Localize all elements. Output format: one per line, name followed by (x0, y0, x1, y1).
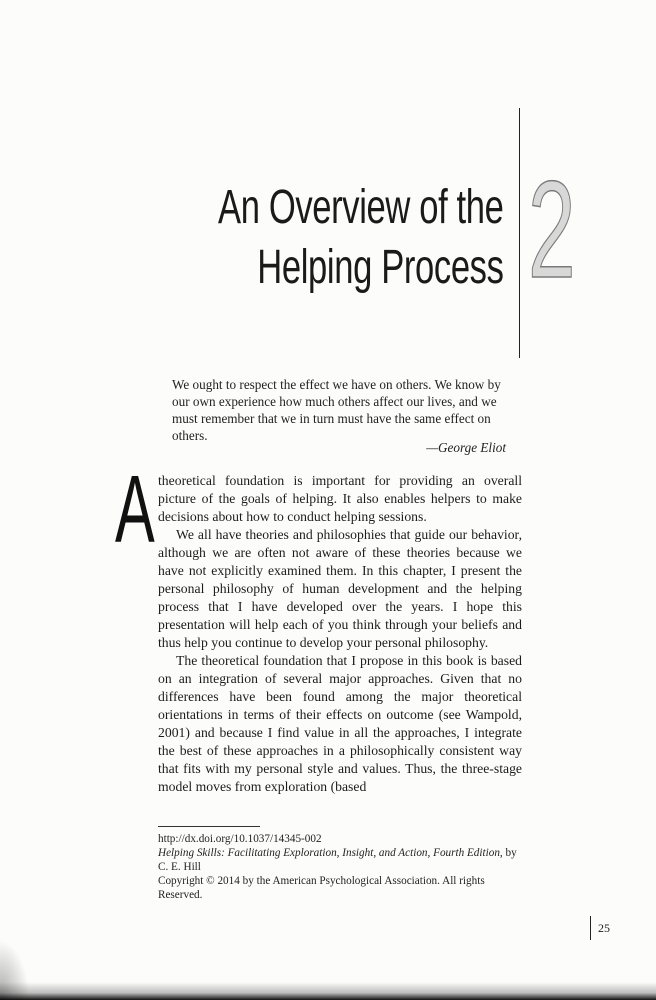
chapter-number: 2 (528, 153, 576, 307)
epigraph-quote: We ought to respect the effect we have on others. We know by our own experience how much others affect our lives, and we must remember that we in turn must have the same effect on others. (172, 377, 501, 443)
footnote (158, 832, 522, 902)
scan-corner-shadow (0, 940, 30, 1000)
footnote-doi-link[interactable]: http://dx.doi.org/10.1037/14345-002 (158, 833, 322, 845)
chapter-title-line-2: Helping Process (257, 241, 504, 294)
chapter-title (219, 178, 504, 298)
scan-bottom-edge-shadow (0, 982, 656, 1000)
paragraph-3: The theoretical foundation that I propose in this book is based on an integration of several major approaches. Given that no differences have been found among the major theoretical orientations in terms of their effects on outcome (see Wampold, 2001) and because I find value in all the approaches, I integrate the best of these approaches in a philosophically consistent way that fits with my personal style and values. Thus, the three-stage model moves from exploration (based (158, 653, 522, 794)
footnote-rule (158, 826, 260, 827)
chapter-divider-rule (519, 108, 520, 358)
paragraph-1: theoretical foundation is important for providing an overall picture of the goals of helping. It also enables helpers to make decisions about how to conduct helping sessions. (158, 473, 522, 524)
footnote-citation (158, 846, 522, 874)
drop-cap: A (115, 456, 155, 563)
epigraph-author: —George Eliot (426, 440, 506, 455)
paragraph-2: We all have theories and philosophies that guide our behavior, although we are often not aware of these theories because we have not explicitly examined them. In this chapter, I present the personal philosophy of human development and the helping process that I have developed over the years. I hope this presentation will help each of you think through your beliefs and thus help you continue to develop your personal philosophy. (158, 527, 522, 650)
footnote-author: by C. E. Hill (158, 847, 517, 873)
footnote-book-title: Helping Skills: Facilitating Exploration, Insight, and Action, Fourth Edition, (158, 847, 503, 859)
footnote-copyright: Copyright © 2014 by the American Psychological Association. All rights Reserved. (158, 875, 485, 901)
chapter-title-line-1: An Overview of the (218, 181, 504, 234)
body-text (158, 472, 522, 796)
page-number: 25 (598, 921, 610, 935)
page-number-rule (590, 916, 591, 940)
